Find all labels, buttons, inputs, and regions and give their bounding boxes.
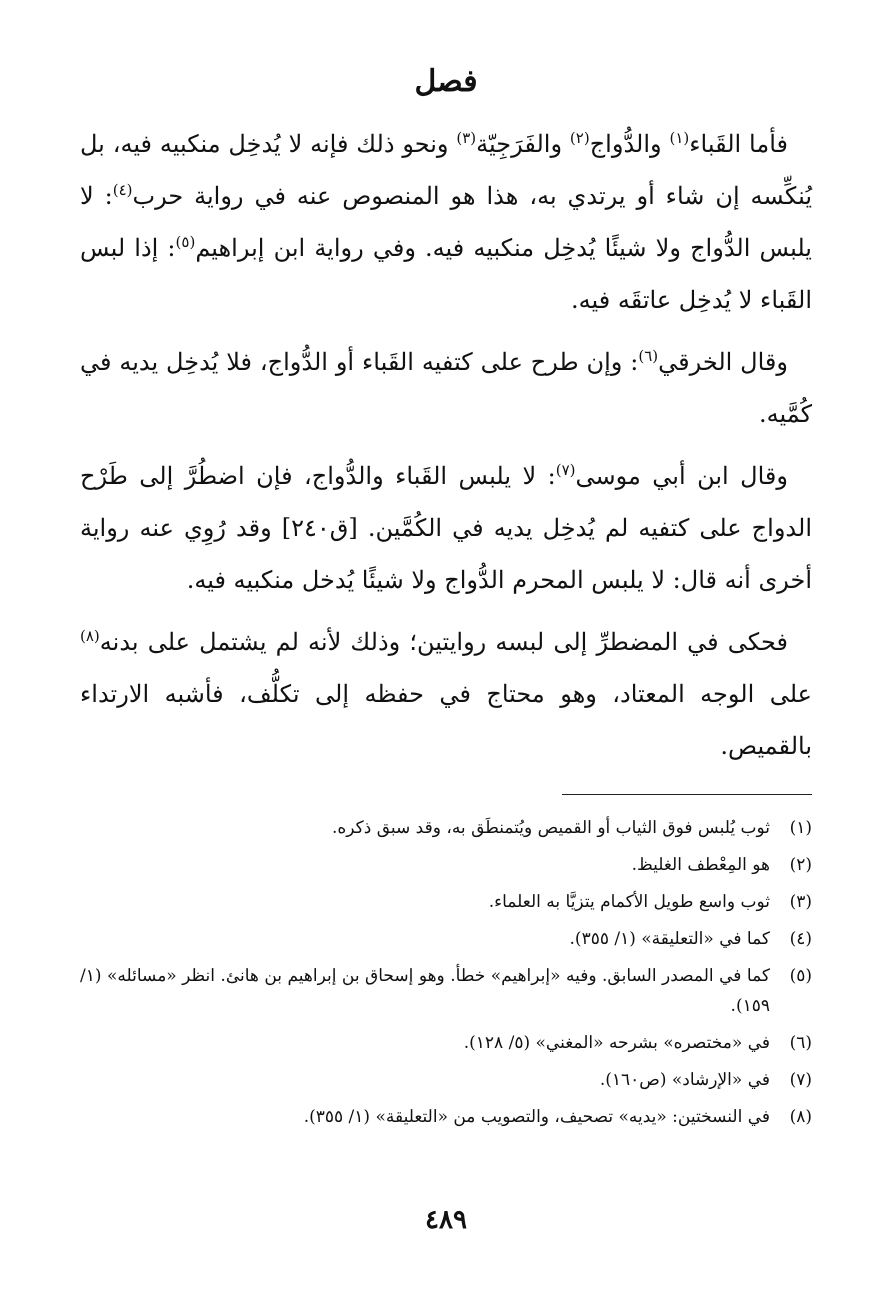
footnote-text: هو المِعْطف الغليظ. (631, 855, 770, 875)
page-number: ٤٨٩ (425, 1205, 467, 1235)
document-page (80, 60, 812, 1240)
footnote-ref: (٢) (569, 129, 590, 147)
text-segment: ونحو ذلك فإنه لا يُدخِل منكبيه فيه، بل يُنكِّسه إن شاء أو يرتدي به، هذا هو المنصوص عنه في رواية حرب (80, 130, 813, 210)
text-segment: والدُّواج (589, 130, 670, 158)
text-segment: فحكى في المضطرِّ إلى لبسه روايتين؛ وذلك لأنه لم يشتمل على بدنه (99, 628, 788, 656)
text-segment: : لا يلبس القَباء والدُّواج، فإن اضطُرَّ إلى طَرْح الدواج على كتفيه لم يُدخِل يديه في الكُمَّين. [ق٢٤٠] وقد رُوِي عنه رواية أخرى أنه قال: لا يلبس المحرم الدُّواج ولا شيئًا يُدخل منكبيه فيه. (80, 462, 812, 594)
footnote-ref: (٤) (112, 181, 133, 199)
footnote-text: كما في المصدر السابق. وفيه «إبراهيم» خطأ. وهو إسحاق بن إبراهيم بن هانئ. انظر «مسائله» (١/ ١٥٩). (80, 966, 770, 1016)
footnote-separator (562, 794, 812, 795)
footnote-number: (٦) (789, 1033, 812, 1053)
paragraph (80, 118, 812, 326)
footnote-text: كما في «التعليقة» (١/ ٣٥٥). (569, 929, 770, 949)
footnote-ref: (٨) (80, 627, 100, 645)
footnote (80, 961, 812, 1021)
footnote-number: (٣) (789, 892, 812, 912)
footnote-text: في النسختين: «يديه» تصحيف، والتصويب من «التعليقة» (١/ ٣٥٥). (303, 1107, 770, 1127)
footnote-number: (٧) (789, 1070, 812, 1090)
text-segment: : إذا لبس القَباء لا يُدخِل عاتقَه فيه. (80, 234, 812, 314)
footnote-ref: (٧) (555, 461, 576, 479)
footnote-text: في «مختصره» بشرحه «المغني» (٥/ ١٢٨). (463, 1033, 770, 1053)
footnote-number: (٨) (789, 1107, 812, 1127)
footnote-ref: (٦) (638, 347, 659, 365)
footnote-number: (٢) (789, 855, 812, 875)
footnote (80, 924, 812, 954)
paragraph (80, 336, 812, 440)
footnote-number: (٥) (789, 966, 812, 986)
footnote (80, 813, 812, 843)
footnote-ref: (١) (669, 129, 690, 147)
paragraph (80, 616, 812, 772)
footnote (80, 1028, 812, 1058)
footnote (80, 850, 812, 880)
footnote-number: (٤) (789, 929, 812, 949)
text-segment: : وإن طرح على كتفيه القَباء أو الدُّواج، فلا يُدخِل يديه في كُمَّيه. (80, 348, 812, 428)
main-text (80, 118, 812, 772)
footnote-text: في «الإرشاد» (ص١٦٠). (599, 1070, 770, 1090)
paragraph (80, 450, 812, 606)
footnotes-list (80, 813, 812, 1132)
text-segment: وقال الخرقي (658, 348, 788, 376)
footnote-ref: (٣) (456, 129, 477, 147)
text-segment: والفَرَجِيّة (476, 130, 570, 158)
section-title: فصل (414, 64, 478, 99)
footnote (80, 1065, 812, 1095)
footnote (80, 887, 812, 917)
footnote-ref: (٥) (175, 233, 196, 251)
text-segment: فأما القَباء (689, 130, 788, 158)
footnote-text: ثوب واسع طويل الأكمام يتزيَّا به العلماء. (488, 892, 770, 912)
footnote (80, 1102, 812, 1132)
footnote-text: ثوب يُلبس فوق الثياب أو القميص ويُتمنطَق به، وقد سبق ذكره. (331, 818, 770, 838)
text-segment: وقال ابن أبي موسى (575, 462, 788, 490)
footnote-number: (١) (789, 818, 812, 838)
text-segment: على الوجه المعتاد، وهو محتاج في حفظه إلى تكلُّف، فأشبه الارتداء بالقميص. (80, 680, 812, 760)
text-segment: : لا يلبس الدُّواج ولا شيئًا يُدخِل منكبيه فيه. وفي رواية ابن إبراهيم (80, 182, 812, 262)
